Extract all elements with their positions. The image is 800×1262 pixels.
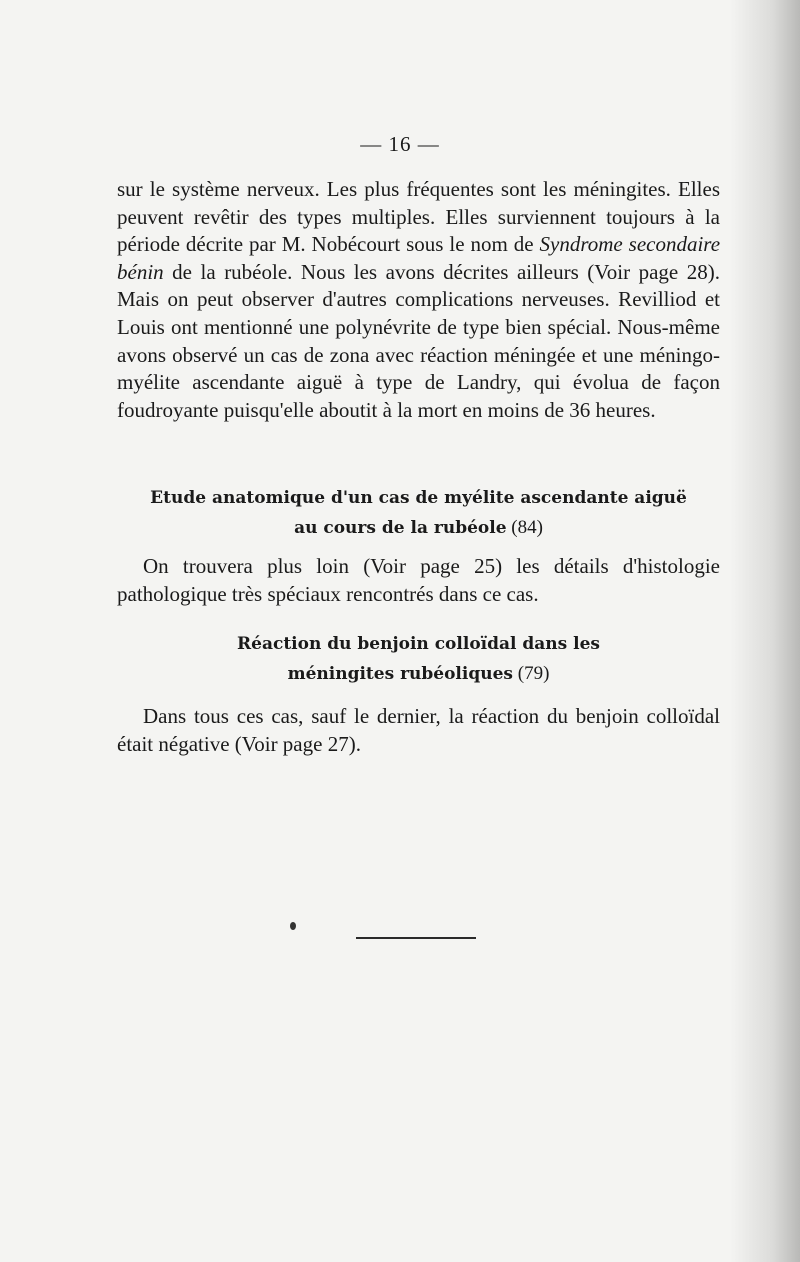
heading-1-line-1: Etude anatomique d'un cas de myélite ascendante aiguë <box>150 488 687 508</box>
section-end-rule <box>356 937 476 939</box>
heading-1-ref: (84) <box>506 517 543 538</box>
section-heading-2 <box>117 629 720 689</box>
page-number: — 16 — <box>360 132 440 156</box>
heading-2-line-1: Réaction du benjoin colloïdal dans les <box>237 634 600 654</box>
heading-2-line-2: méningites rubéoliques <box>287 664 513 684</box>
paragraph-1-text: sur le système nerveux. Les plus fréquentes sont les méningites. Elles peuvent revêtir des types multiples. Elles surviennent toujours à la période décrite par M. Nobécourt sous le nom de <box>117 177 720 257</box>
paragraph-1 <box>117 176 720 424</box>
paragraph-2-text: On trouvera plus loin (Voir page 25) les détails d'histologie pathologique très spéciaux rencontrés dans ce cas. <box>117 554 720 606</box>
section-heading-1 <box>117 483 720 543</box>
page-edge-shadow <box>730 0 800 1262</box>
heading-1-line-2: au cours de la rubéole <box>294 518 507 538</box>
paragraph-2 <box>117 553 720 608</box>
heading-2-ref: (79) <box>513 663 550 684</box>
paragraph-1-italic: Syndrome secondaire bénin <box>117 232 721 284</box>
paragraph-3-text: Dans tous ces cas, sauf le dernier, la réaction du benjoin colloïdal était négative (Voir page 27). <box>117 704 720 756</box>
paragraph-3 <box>117 703 720 758</box>
paragraph-1-rest: de la rubéole. Nous les avons décrites ailleurs (Voir page 28). Mais on peut observer d'autres complications nerveuses. Revilliod et Louis ont mentionné une polynévrite de type bien spécial. Nous-même avons observé un cas de zona avec réaction méningée et une méningo-myélite ascendante aiguë à type de Landry, qui évolua de façon foudroyante puisqu'elle aboutit à la mort en moins de 36 heures. <box>117 259 720 422</box>
ink-dot <box>290 922 296 930</box>
